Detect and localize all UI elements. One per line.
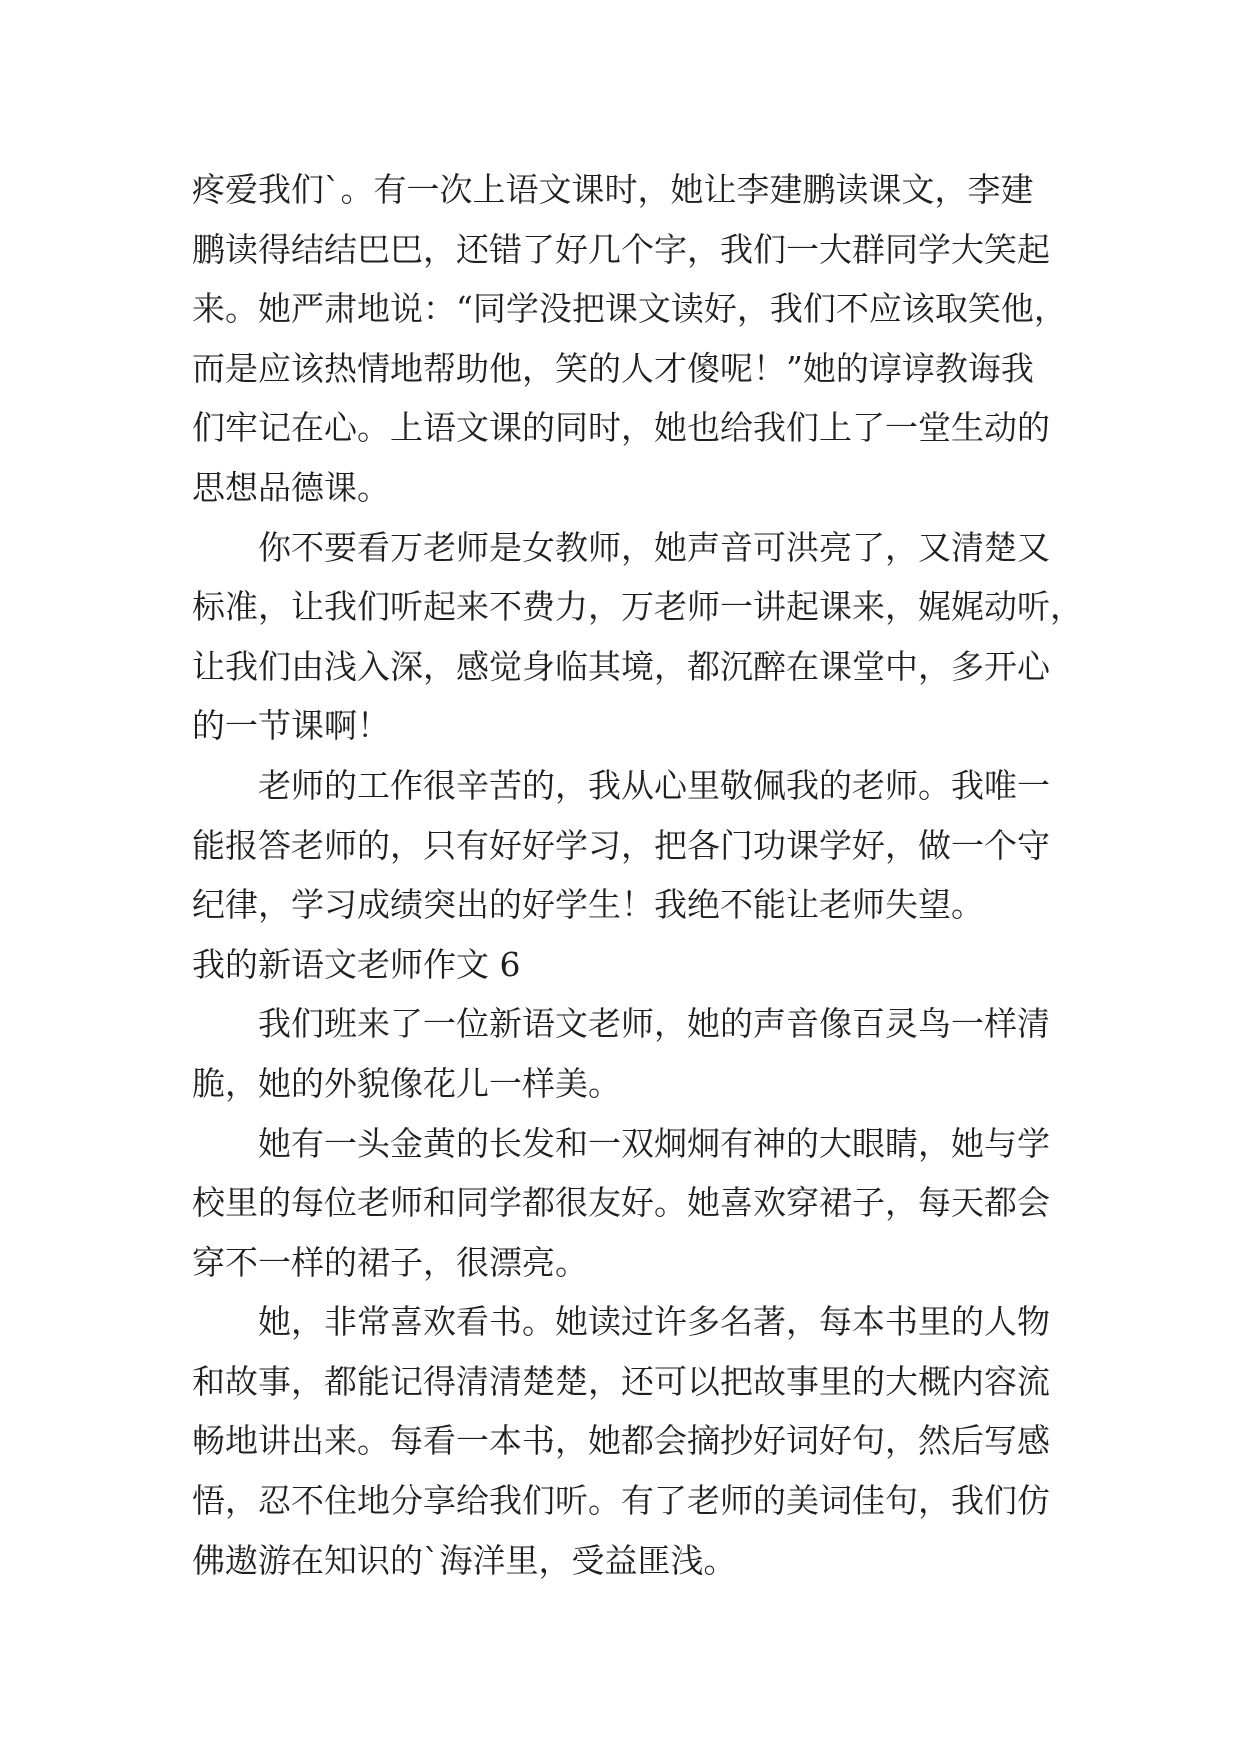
text-line: 佛遨游在知识的`海洋里，受益匪浅。 [192, 1540, 737, 1580]
text-line: 们牢记在心。上语文课的同时，她也给我们上了一堂生动的 [192, 408, 1050, 448]
paragraph-first-line: 你不要看万老师是女教师，她声音可洪亮了，又清楚又 [258, 527, 1050, 567]
paragraph-first-line: 我们班来了一位新语文老师，她的声音像百灵鸟一样清 [258, 1004, 1050, 1044]
text-line: 而是应该热情地帮助他，笑的人才傻呢！”她的谆谆教诲我 [192, 348, 1034, 388]
text-line: 来。她严肃地说：“同学没把课文读好，我们不应该取笑他， [192, 289, 1067, 329]
paragraph-first-line: 老师的工作很辛苦的，我从心里敬佩我的老师。我唯一 [258, 765, 1050, 805]
paragraph-first-line: 她，非常喜欢看书。她读过许多名著，每本书里的人物 [258, 1302, 1050, 1342]
text-line: 的一节课啊！ [192, 706, 390, 746]
text-line: 让我们由浅入深，感觉身临其境，都沉醉在课堂中，多开心 [192, 646, 1050, 686]
text-line: 和故事，都能记得清清楚楚，还可以把故事里的大概内容流 [192, 1361, 1050, 1401]
paragraph-first-line: 她有一头金黄的长发和一双炯炯有神的大眼睛，她与学 [258, 1123, 1050, 1163]
text-line: 能报答老师的，只有好好学习，把各门功课学好，做一个守 [192, 825, 1050, 865]
text-line: 纪律，学习成绩突出的好学生！我绝不能让老师失望。 [192, 885, 984, 925]
text-line: 疼爱我们`。有一次上语文课时，她让李建鹏读课文，李建 [192, 170, 1034, 209]
section-heading: 我的新语文老师作文 6 [192, 944, 521, 984]
text-line: 畅地讲出来。每看一本书，她都会摘抄好词好句，然后写感 [192, 1421, 1050, 1461]
text-line: 思想品德课。 [192, 467, 390, 507]
text-line: 标准，让我们听起来不费力，万老师一讲起课来，娓娓动听， [192, 587, 1083, 627]
text-line: 悟，忍不住地分享给我们听。有了老师的美词佳句，我们仿 [192, 1481, 1050, 1521]
text-line: 鹏读得结结巴巴，还错了好几个字，我们一大群同学大笑起 [192, 229, 1050, 269]
text-line: 脆，她的外貌像花儿一样美。 [192, 1063, 621, 1103]
text-line: 穿不一样的裙子，很漂亮。 [192, 1242, 588, 1282]
text-line: 校里的每位老师和同学都很友好。她喜欢穿裙子，每天都会 [192, 1183, 1050, 1223]
essay-body [192, 160, 1083, 1590]
